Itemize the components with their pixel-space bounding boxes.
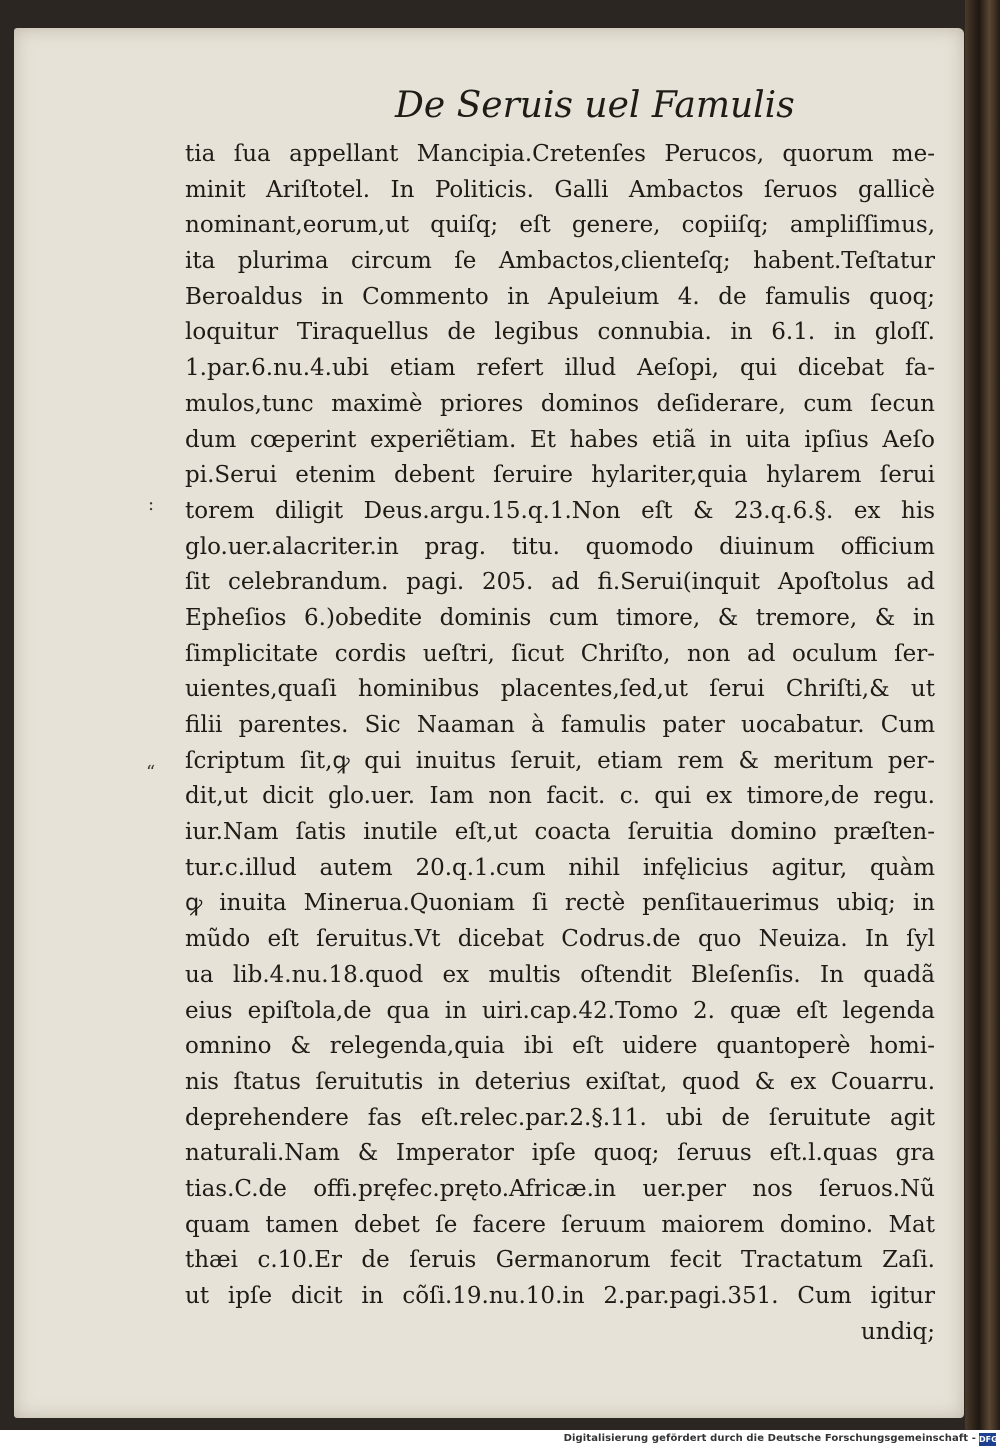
text-line: dit,ut dicit glo.uer. Iam non facit. c. qui ex timore,de regu. (185, 783, 935, 810)
text-line: Epheſios 6.)obedite dominis cum timore, & tremore, & in (185, 604, 935, 631)
book-spine-edge (965, 0, 1000, 1430)
text-line: mũdo eſt ſeruitus.Vt dicebat Codrus.de quo Neuiza. In ſyl (185, 926, 935, 953)
text-line: naturali.Nam & Imperator ipſe quoq; ſeruus eſt.l.quas gra (185, 1140, 935, 1167)
text-line: nominant,eorum,ut quiſq; eſt genere, copiiſq; ampliſſimus, (185, 212, 935, 239)
funding-credit: Digitalisierung gefördert durch die Deutsche Forschungsgemeinschaft - (563, 1433, 976, 1444)
text-line: ꝙ inuita Minerua.Quoniam ſi rectè penſitauerimus ubiq; in (185, 890, 935, 917)
text-line: loquitur Tiraquellus de legibus connubia. in 6.1. in gloſſ. (185, 319, 935, 346)
text-line: torem diligit Deus.argu.15.q.1.Non eſt & 23.q.6.§. ex his (185, 497, 935, 524)
catchword: undiq; (860, 1318, 935, 1345)
text-line: pi.Serui etenim debent ſeruire hylariter,quia hylarem ſerui (185, 462, 935, 489)
text-line: eius epiſtola,de qua in uiri.cap.42.Tomo 2. quæ eſt legenda (185, 997, 935, 1024)
body-text (185, 137, 935, 1350)
text-line: thæi c.10.Er de ſeruis Germanorum fecit Tractatum Zaſi. (185, 1247, 935, 1274)
margin-mark: “ (146, 762, 156, 783)
text-line: dum cœperint experiẽtiam. Et habes etiã in uita ipſius Aeſo (185, 426, 935, 453)
text-line: iur.Nam ſatis inutile eſt,ut coacta ſeruitia domino præſten- (185, 819, 935, 846)
text-line: Beroaldus in Commento in Apuleium 4. de famulis quoq; (185, 283, 935, 310)
text-line: ut ipſe dicit in cõſi.19.nu.10.in 2.par.pagi.351. Cum igitur (185, 1283, 935, 1309)
text-line: tur.c.illud autem 20.q.1.cum nihil infęlicius agitur, quàm (185, 854, 935, 881)
text-line: uientes,quaſi hominibus placentes,ſed,ut ſerui Chriſti,& ut (185, 676, 935, 703)
text-line: deprehendere fas eſt.relec.par.2.§.11. ubi de ſeruitute agit (185, 1104, 935, 1131)
text-line: tias.C.de offi.pręfec.pręto.Africæ.in uer.per nos ſeruos.Nũ (185, 1175, 935, 1202)
text-line: ſit celebrandum. pagi. 205. ad fi.Serui(inquit Apoſtolus ad (185, 569, 935, 596)
text-line: nis ſtatus ſeruitutis in deterius exiſtat, quod & ex Couarru. (185, 1068, 935, 1095)
margin-mark: : (148, 494, 155, 515)
text-line: 1.par.6.nu.4.ubi etiam refert illud Aeſopi, qui dicebat fa- (185, 355, 935, 382)
running-head: De Seruis uel Famulis (395, 85, 795, 126)
dfg-logo: DFG (979, 1435, 998, 1444)
text-line: filii parentes. Sic Naaman à famulis pater uocabatur. Cum (185, 712, 935, 738)
text-line: glo.uer.alacriter.in prag. titu. quomodo diuinum officium (185, 533, 935, 560)
footer-bar (0, 1430, 1000, 1450)
text-line: ſcriptum ſit,ꝙ qui inuitus ſeruit, etiam rem & meritum per- (185, 747, 935, 774)
text-line: ſimplicitate cordis ueſtri, ſicut Chriſto, non ad oculum ſer- (185, 640, 935, 667)
text-line: omnino & relegenda,quia ibi eſt uidere quantoperè homi- (185, 1033, 935, 1060)
text-line: quam tamen debet ſe facere ſeruum maiorem domino. Mat (185, 1211, 935, 1238)
text-line: ua lib.4.nu.18.quod ex multis oſtendit Bleſenſis. In quadã (185, 961, 935, 988)
text-line: tia ſua appellant Mancipia.Cretenſes Perucos, quorum me- (185, 141, 935, 167)
text-line: minit Ariſtotel. In Politicis. Galli Ambactos ſeruos gallicè (185, 176, 935, 203)
text-line: mulos,tunc maximè priores dominos deſiderare, cum ſecun (185, 390, 935, 417)
text-line: ita plurima circum ſe Ambactos,clienteſq; habent.Teſtatur (185, 248, 935, 275)
